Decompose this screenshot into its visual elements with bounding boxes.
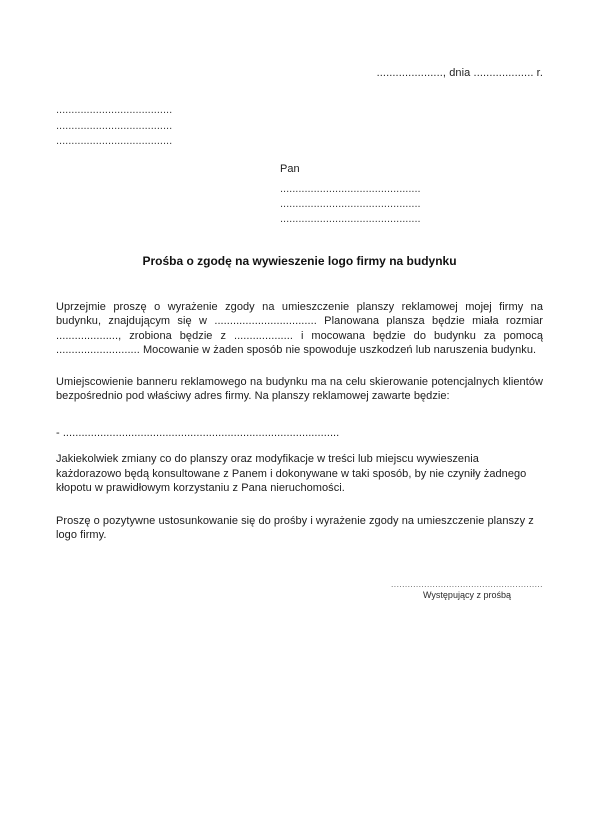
paragraph-request: Uprzejmie proszę o wyrażenie zgody na umieszczenie planszy reklamowej mojej firmy na budynku, znajdującym się w ................................. Planowana plansza będzie miała rozmiar ...................., zrobiona będzie z ................... i mocowana będzie do budynku za pomocą ........................... Mocowanie w żaden sposób nie spowoduje uszkodzeń lub naruszenia budynku.: [56, 300, 543, 356]
paragraph-closing: Proszę o pozytywne ustosunkowanie się do prośby i wyrażenie zgody na umieszczenie planszy z logo firmy.: [56, 514, 534, 541]
recipient-fill-line: ..............................................: [280, 212, 421, 225]
paragraph-purpose: Umiejscowienie banneru reklamowego na budynku ma na celu skierowanie potencjalnych klientów bezpośrednio pod właściwy adres firmy. Na planszy reklamowej zawarte będzie:: [56, 375, 543, 402]
recipient-block: [280, 162, 543, 227]
date-placeholder-line: ....................., dnia ................... r.: [376, 67, 543, 79]
sender-fill-line: ......................................: [56, 119, 173, 132]
bullet-fill-line: - .........................................................................................: [56, 426, 340, 439]
signature-fill-line: .......................................................: [391, 578, 543, 589]
document-title: Prośba o zgodę na wywieszenie logo firmy na budynku: [142, 253, 457, 268]
sender-fill-line: ......................................: [56, 135, 173, 147]
signature-block: [391, 579, 543, 601]
paragraph-changes: Jakiekolwiek zmiany co do planszy oraz modyfikacje w treści lub miejscu wywieszenia każdorazowo będą konsultowane z Panem i dokonywane w taki sposób, by nie czyniły żadnego kłopotu w prawidłowym korzystaniu z Pana nieruchomości.: [56, 453, 527, 494]
sender-block: [56, 103, 543, 150]
recipient-salutation: Pan: [280, 162, 300, 175]
signature-caption: Występujący z prośbą: [423, 589, 511, 600]
recipient-fill-line: ..............................................: [280, 182, 421, 195]
recipient-fill-line: ..............................................: [280, 197, 421, 210]
sender-fill-line: ......................................: [56, 104, 173, 116]
